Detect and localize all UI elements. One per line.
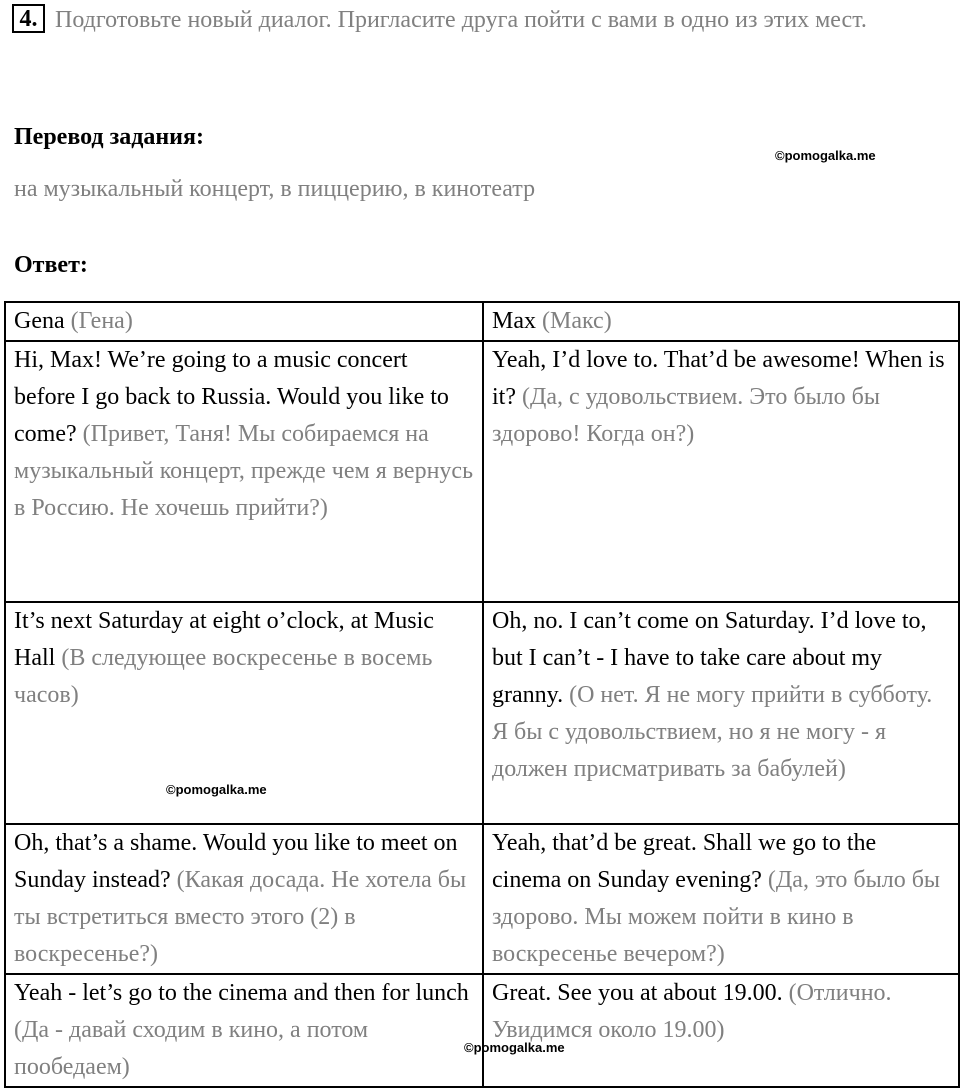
table-row bbox=[5, 602, 959, 824]
line-ru: (О нет. Я не могу прийти в субботу. Я бы с удовольствием, но я не могу - я должен присматривать за бабулей) bbox=[492, 682, 933, 782]
line-en: Yeah, that’d be great. Shall we go to the cinema on Sunday evening? bbox=[492, 830, 877, 893]
dialogue-table bbox=[4, 301, 960, 1088]
speaker-name-ru: (Гена) bbox=[70, 308, 133, 334]
watermark: ©pomogalka.me bbox=[166, 782, 267, 797]
line-en: Yeah, I’d love to. That’d be awesome! When is it? bbox=[492, 347, 945, 410]
max-line bbox=[483, 602, 959, 824]
line-ru: (В следующее воскресенье в восемь часов) bbox=[14, 645, 433, 708]
line-en: Oh, that’s a shame. Would you like to meet on Sunday instead? bbox=[14, 830, 458, 893]
max-line bbox=[483, 974, 959, 1087]
gena-line bbox=[5, 824, 483, 974]
watermark: ©pomogalka.me bbox=[464, 1040, 565, 1055]
gena-line bbox=[5, 341, 483, 602]
line-en: It’s next Saturday at eight o’clock, at Music Hall bbox=[14, 608, 434, 671]
task-text: Подготовьте новый диалог. Пригласите друга пойти с вами в одно из этих мест. bbox=[55, 7, 867, 33]
gena-line bbox=[5, 602, 483, 824]
table-row bbox=[5, 974, 959, 1087]
line-en: Great. See you at about 19.00. bbox=[492, 980, 783, 1006]
line-en: Yeah - let’s go to the cinema and then for lunch bbox=[14, 980, 469, 1006]
table-header-row bbox=[5, 302, 959, 341]
speaker-name: Gena bbox=[14, 308, 65, 334]
translation-heading: Перевод задания: bbox=[14, 124, 204, 150]
max-line bbox=[483, 341, 959, 602]
translation-text: на музыкальный концерт, в пиццерию, в кинотеатр bbox=[14, 176, 536, 202]
line-ru: (Да - давай сходим в кино, а потом пообедаем) bbox=[14, 1017, 369, 1080]
line-ru: (Отлично. Увидимся около 19.00) bbox=[492, 980, 892, 1043]
gena-line bbox=[5, 974, 483, 1087]
line-en: Oh, no. I can’t come on Saturday. I’d love to, but I can’t - I have to take care about my granny. bbox=[492, 608, 927, 708]
line-en: Hi, Max! We’re going to a music concert before I go back to Russia. Would you like to come? bbox=[14, 347, 449, 447]
header-gena bbox=[5, 302, 483, 341]
line-ru: (Привет, Таня! Мы собираемся на музыкальный концерт, прежде чем я вернусь в Россию. Не хочешь прийти?) bbox=[14, 421, 474, 521]
header-max bbox=[483, 302, 959, 341]
table-row bbox=[5, 341, 959, 602]
line-ru: (Да, с удовольствием. Это было бы здорово! Когда он?) bbox=[492, 384, 880, 447]
speaker-name: Max bbox=[492, 308, 536, 334]
watermark: ©pomogalka.me bbox=[775, 148, 876, 163]
table-row bbox=[5, 824, 959, 974]
max-line bbox=[483, 824, 959, 974]
task-paragraph bbox=[12, 2, 947, 39]
line-ru: (Какая досада. Не хотела бы ты встретиться вместо этого (2) в воскресенье?) bbox=[14, 867, 467, 967]
speaker-name-ru: (Макс) bbox=[542, 308, 612, 334]
line-ru: (Да, это было бы здорово. Мы можем пойти в кино в воскресенье вечером?) bbox=[492, 867, 941, 967]
task-number-badge: 4. bbox=[12, 4, 45, 33]
answer-heading: Ответ: bbox=[14, 252, 88, 278]
